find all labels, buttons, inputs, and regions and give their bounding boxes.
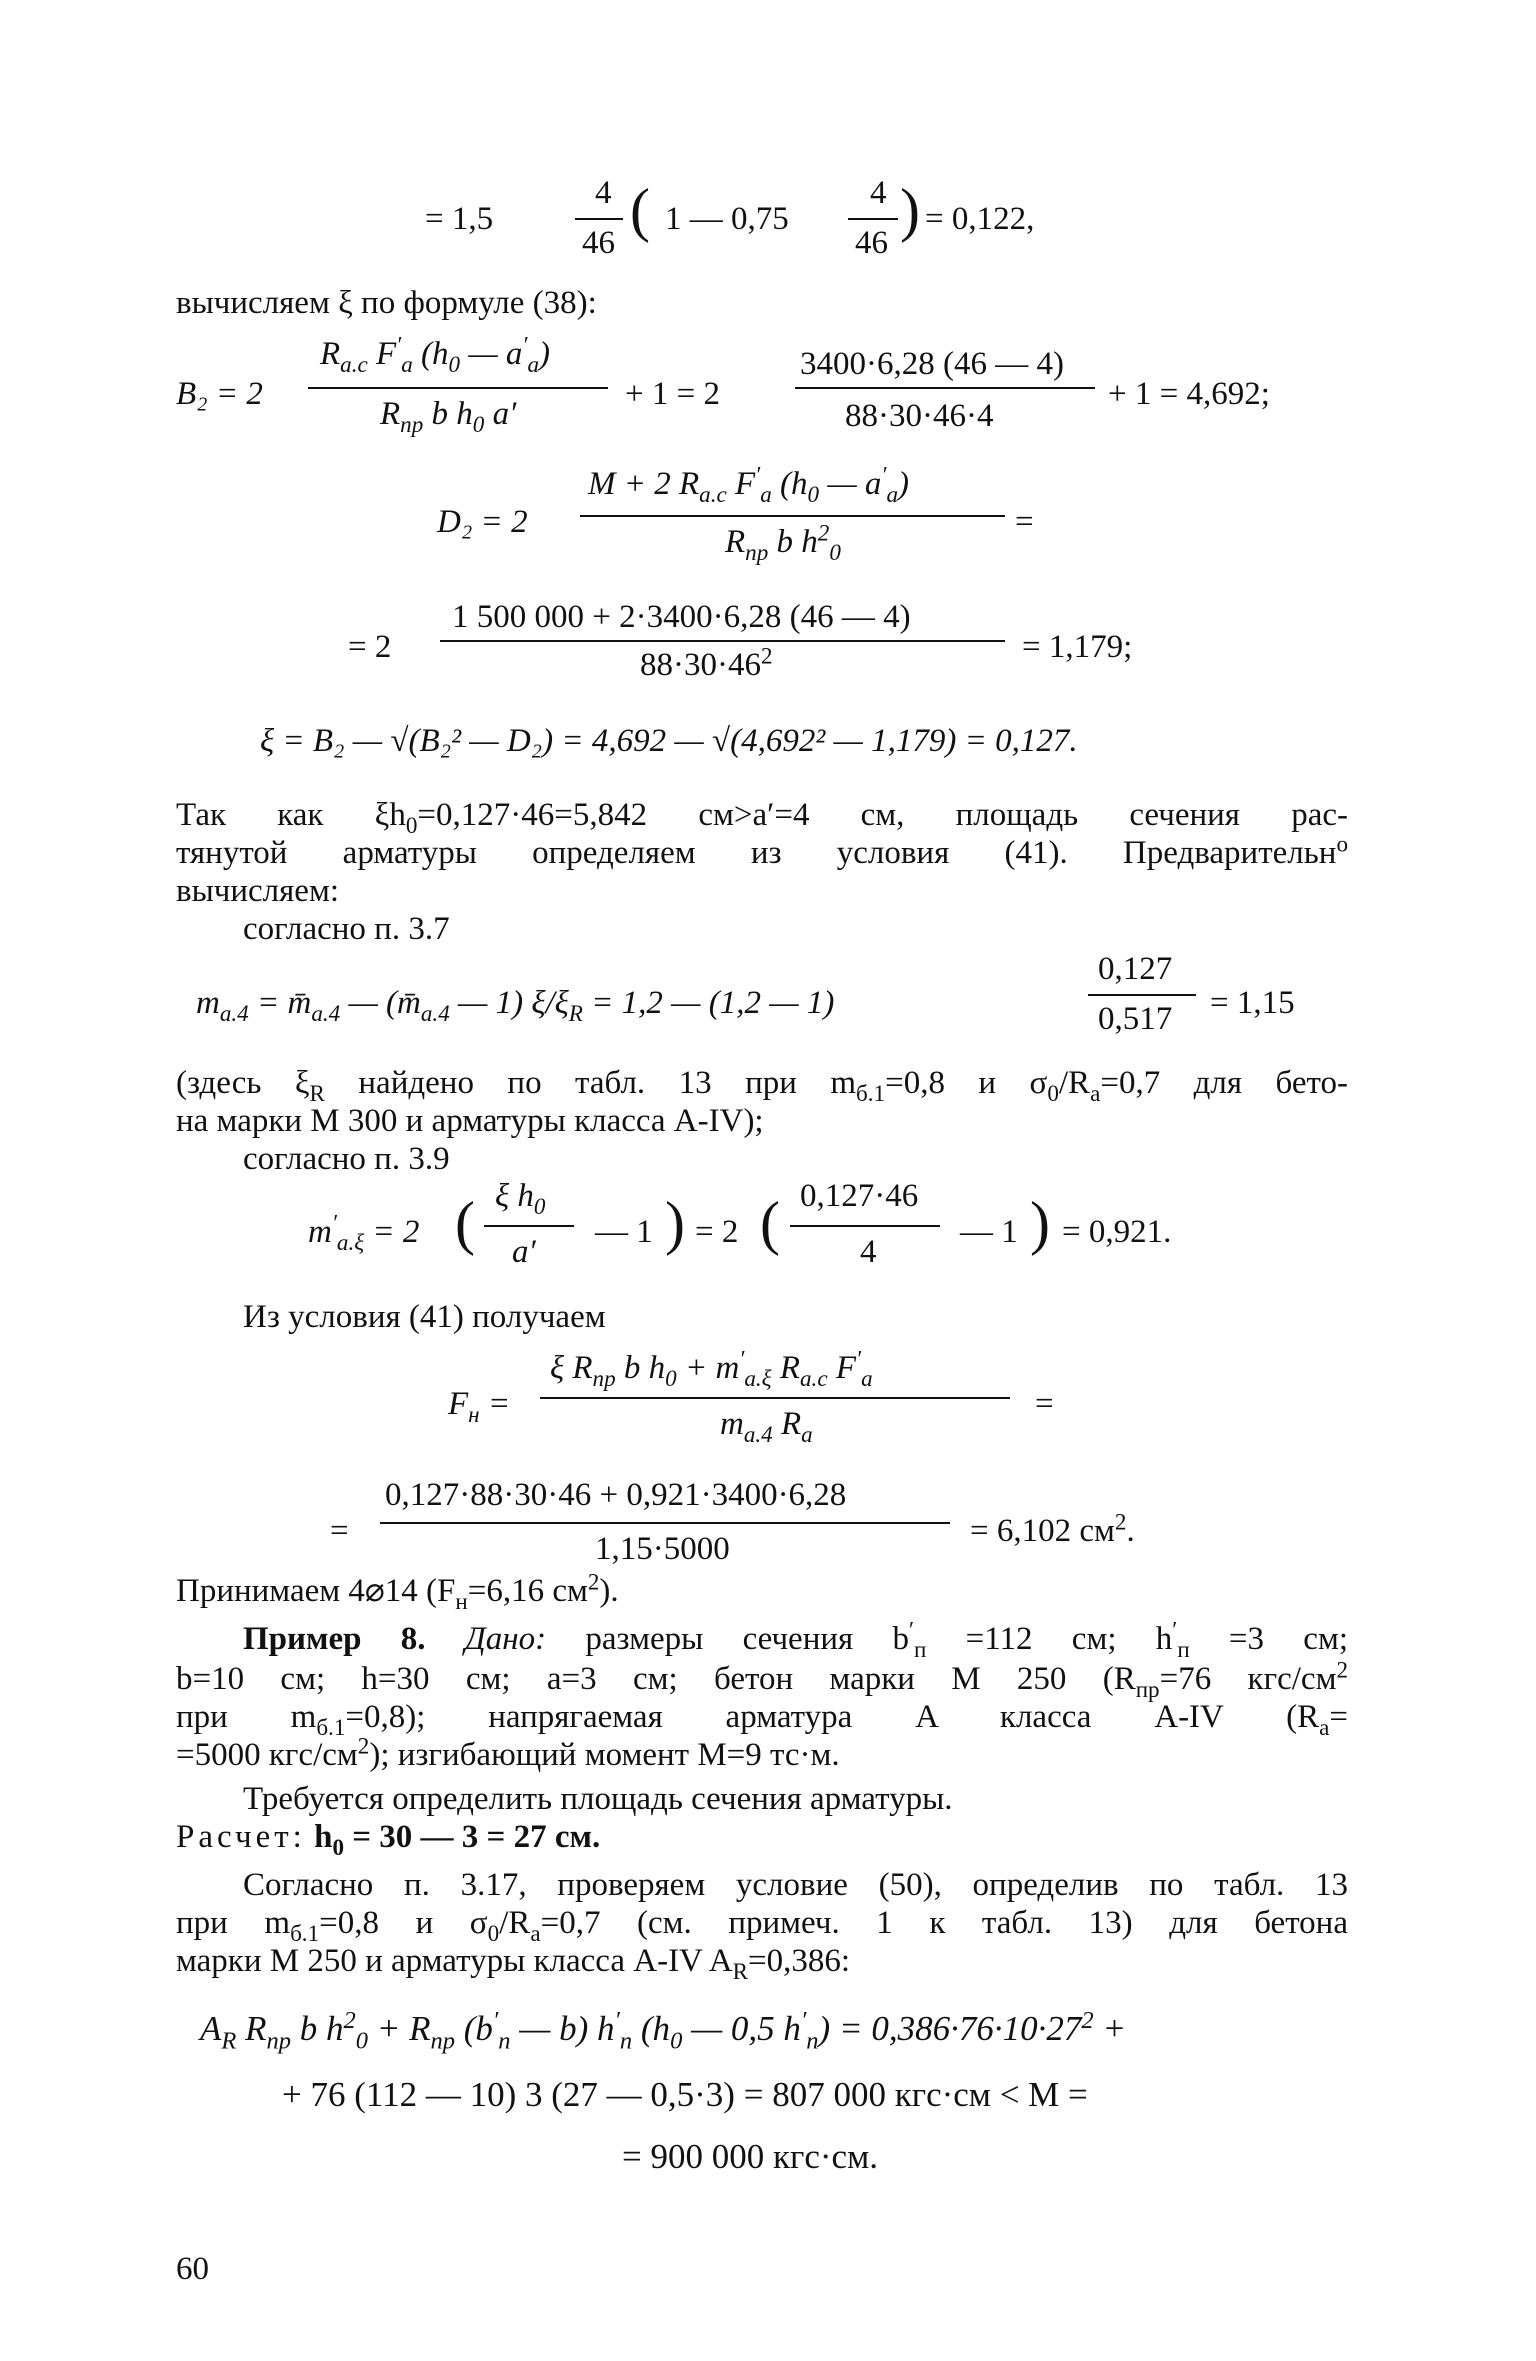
ma4-lhs: $m_{а.4}$ = $m̄_{а.4}$ — ($m̄_{а.4}$ — 1) $\xi/\xi_R = 1,2$ — (1,2 — 1) — [196, 985, 835, 1027]
b2-den2: 88·30·46·4 — [845, 398, 994, 434]
from-condition: Из условия (41) получаем — [243, 1299, 606, 1335]
para3-line1: Согласно п. 3.17, проверяем условие (50), определив по табл. 13 — [243, 1867, 1348, 1903]
d2-den: $R_{пр}$ b $h^2_0$ — [725, 519, 841, 566]
maxi-eq2: = 2 — [695, 1214, 739, 1250]
maxi-num2: 0,127·46 — [800, 1178, 919, 1214]
maxi-tail: = 0,921. — [1062, 1214, 1172, 1250]
d2b-den: $88\cdot 30\cdot 46^2$ — [640, 642, 773, 683]
fn-den: $m_{а.4}$ $R_а$ — [720, 1406, 813, 1448]
equation-1: = 1,5 4 46 ( 1 — 0,75 4 46 ) = 0,122, — [425, 175, 1035, 261]
eq1-result: = 0,122, — [925, 201, 1035, 237]
b2-num: $R_{а.с}$ $F'_а$ ($h_0$ — $a'_а$) — [320, 331, 551, 378]
d2-num: M + 2 $R_{а.с}$ $F'_а$ ($h_0$ — $a'_а$) — [588, 461, 910, 508]
para1-line2: тянутой арматуры определяем из условия (41). Предварительн$^о$ — [176, 830, 1348, 871]
calc-line: Расчет: $h_0 = 30$ — 3 = 27 см. — [176, 1819, 601, 1861]
fn2-den: 1,15·5000 — [595, 1531, 730, 1567]
maxi-mid: — 1 — [595, 1214, 653, 1250]
d2-lhs: D₂ = 2 — [437, 504, 528, 540]
example8-line2: b=10 см; h=30 см; a=3 см; бетон марки М 250 ($R_{пр}=76$ кгс/$см^2$ — [176, 1656, 1348, 1703]
eq1-frac2-num: 4 — [870, 175, 887, 211]
equation-ma4 — [0, 948, 1536, 1048]
maxi-num: ξ $h_0$ — [495, 1178, 546, 1220]
eq1-frac1-den: 46 — [582, 225, 615, 261]
para2-line1: (здесь $\xi_R$ найдено по табл. 13 при $m_{б.1}=0,8$ и $\sigma_0/R_а=0,7$ для бето- — [176, 1065, 1349, 1107]
b2-lhs: B₂ = 2 — [176, 376, 263, 412]
eq1-frac2-den: 46 — [855, 225, 888, 261]
equation-fn — [0, 1345, 1536, 1455]
para1-line3: вычисляем: — [176, 873, 340, 909]
maxi-mid2: — 1 — [960, 1214, 1018, 1250]
eq1-inner: 1 — 0,75 — [665, 201, 789, 237]
para1-line1: Так как $\xi h_0=0,127\cdot 46=5,842$ см>a′=4 см, площадь сечения рас- — [176, 797, 1348, 839]
example8-line3: при $m_{б.1}=0,8$); напрягаемая арматура A класса A-IV ($R_а=$ — [176, 1699, 1348, 1741]
eq1-lhs: = 1,5 — [425, 201, 494, 237]
example8-line4: =5000 кгс/$см^2$); изгибающий момент M=9 тс·м. — [176, 1732, 840, 1773]
xi-formula: ξ = B₂ — √(B₂² — D₂) = 4,692 — √(4,692² — 1,179) = 0,127. — [260, 723, 1078, 759]
final-eq-line3: = 900 000 кгс·см. — [622, 2137, 878, 2176]
accept-line: Принимаем 4⌀14 ($F_н=6,16$ $см^2$). — [176, 1568, 619, 1615]
b2-mid: + 1 = 2 — [625, 376, 720, 412]
fn2-num: 0,127·88·30·46 + 0,921·3400·6,28 — [385, 1477, 847, 1513]
para3-line2: при $m_{б.1}=0,8$ и $\sigma_0/R_а=0,7$ (см. примеч. 1 к табл. 13) для бетона — [176, 1905, 1348, 1947]
final-eq-line1: $A_R$ $R_{пр}$ b $h^2_0 + R_{пр}$ ($b'_п$ — b) $h'_п$ ($h_0$ — 0,5 $h'_п) = 0,386\cdot 76\cdot 10\cdot 27^2$ + — [200, 2006, 1126, 2055]
para2-line2: на марки М 300 и арматуры класса A-IV); — [176, 1103, 764, 1139]
soglasno-39: согласно п. 3.9 — [243, 1141, 450, 1177]
ma4-num: 0,127 — [1098, 951, 1173, 987]
example8-line1: Пример 8. Дано: размеры сечения $b'_п =112$ см; $h'_п =3$ см; — [243, 1616, 1348, 1663]
para3-line3: марки М 250 и арматуры класса A-IV $A_R=0,386$: — [176, 1943, 850, 1985]
page-number: 60 — [176, 2251, 209, 2287]
final-eq-line2: + 76 (112 — 10) 3 (27 — 0,5·3) = 807 000 кгс·см < M = — [282, 2075, 1088, 2114]
fn-tail: = — [1035, 1386, 1054, 1422]
equation-b2 — [0, 331, 1536, 445]
b2-den: $R_{пр}$ b $h_0$ a′ — [380, 396, 517, 438]
fn-num: ξ $R_{пр}$ b $h_0 + m'_{а.\xi}$ $R_{а.с}$ $F'_а$ — [550, 1345, 873, 1392]
ma4-den: 0,517 — [1098, 1001, 1173, 1037]
d2b-num: 1 500 000 + 2·3400·6,28 (46 — 4) — [452, 599, 911, 635]
required-line: Требуется определить площадь сечения арматуры. — [243, 1781, 953, 1817]
eq1-frac1-num: 4 — [595, 175, 612, 211]
maxi-den2: 4 — [860, 1234, 877, 1270]
d2-tail: = — [1015, 504, 1034, 540]
d2b-lhs: = 2 — [348, 629, 392, 665]
d2b-tail: = 1,179; — [1022, 629, 1133, 665]
ma4-tail: = 1,15 — [1210, 985, 1295, 1021]
maxi-lhs: $m'_{а.\xi} = 2$ — [308, 1209, 420, 1256]
fn2-lhs: = — [330, 1513, 349, 1549]
equation-maxi: $m'_{а.\xi} = 2$ ( ξ $h_0$ a′ — 1 ) = 2 ( 0,127·46 4 — 1 ) = 0,921. — [308, 1178, 1172, 1270]
maxi-den: a′ — [512, 1234, 536, 1270]
equation-d2 — [0, 461, 1536, 575]
soglasno-37: согласно п. 3.7 — [243, 911, 450, 947]
equation-xi — [260, 722, 1078, 760]
fn2-tail: = 6,102 $см^2$. — [970, 1508, 1135, 1549]
b2-num2: 3400·6,28 (46 — 4) — [800, 346, 1064, 382]
fn-lhs: $F_н$ = — [448, 1386, 511, 1428]
b2-tail: + 1 = 4,692; — [1108, 376, 1270, 412]
equation-d2-values — [0, 590, 1536, 690]
xi-intro: вычисляем ξ по формуле (38): — [176, 285, 597, 321]
equation-fn-values — [0, 1460, 1536, 1570]
